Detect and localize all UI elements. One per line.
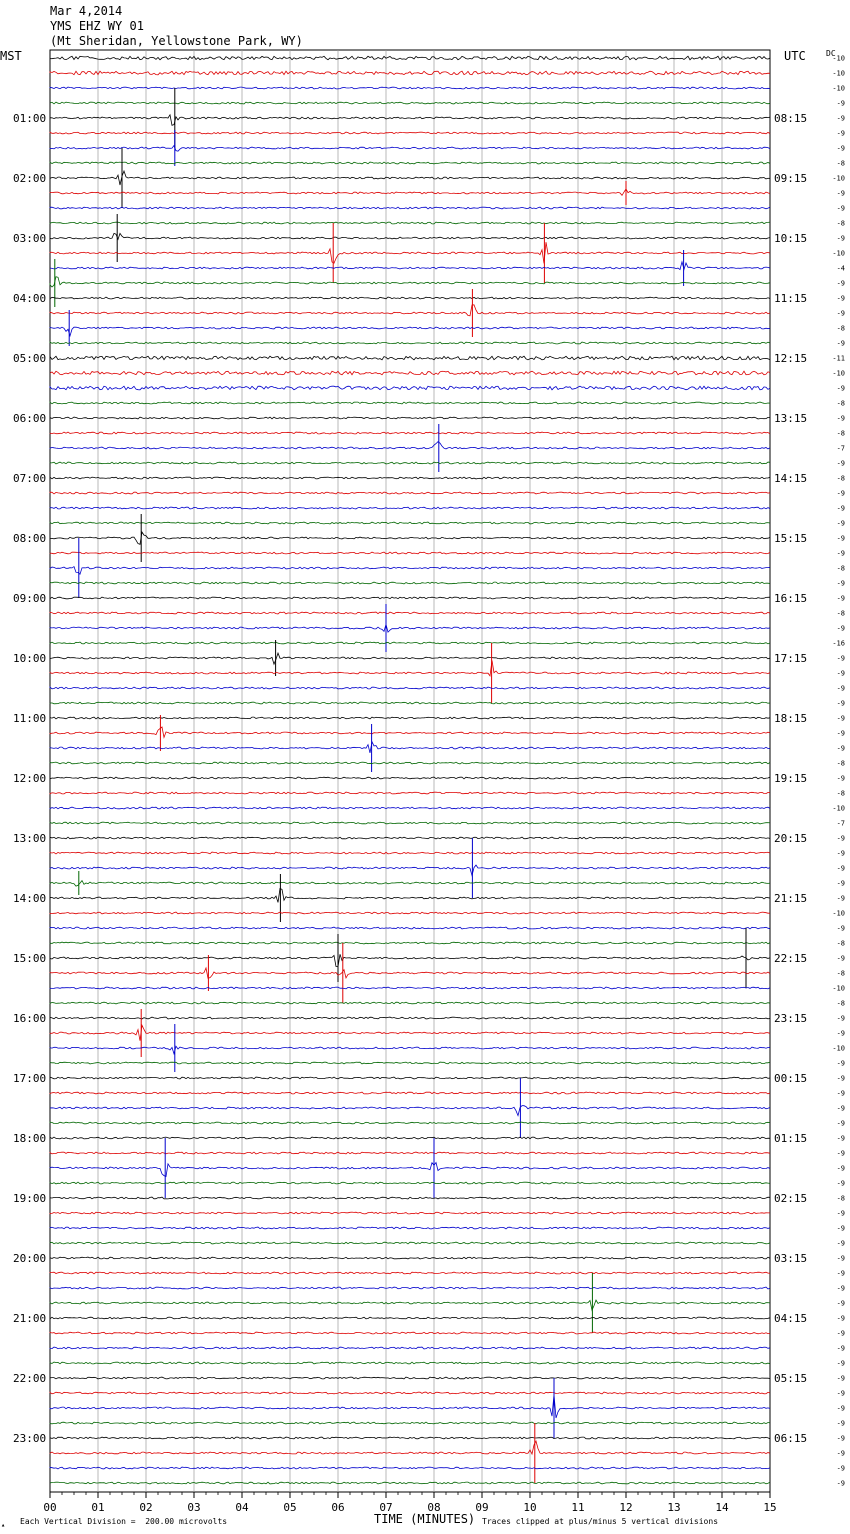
seismic-trace [50, 207, 770, 209]
dc-offset-value: -9 [836, 309, 845, 318]
seismic-trace [50, 1017, 770, 1019]
dc-offset-value: -10 [832, 69, 845, 78]
seismic-trace [50, 402, 770, 404]
dc-offset-value: -9 [836, 879, 845, 888]
dc-offset-value: -9 [836, 924, 845, 933]
dc-offset-value: -10 [832, 1044, 845, 1053]
seismic-trace [50, 807, 770, 809]
left-hour-label: 20:00 [13, 1252, 47, 1265]
dc-offset-value: -9 [836, 489, 845, 498]
seismic-trace [50, 1197, 770, 1199]
dc-offset-value: -9 [836, 579, 845, 588]
dc-offset-value: -9 [836, 1164, 845, 1173]
left-hour-label: 05:00 [13, 352, 47, 365]
seismic-trace [50, 132, 770, 134]
seismic-trace [50, 762, 770, 764]
dc-offset-value: -9 [836, 1104, 845, 1113]
right-hour-label: 13:15 [774, 412, 808, 425]
seismic-trace [50, 56, 770, 60]
chart-date: Mar 4,2014 [50, 4, 123, 18]
left-hour-label: 17:00 [13, 1072, 47, 1085]
x-tick-label: 08 [427, 1501, 441, 1514]
seismic-trace [50, 1332, 770, 1334]
dc-offset-value: -9 [836, 144, 845, 153]
left-hour-label: 18:00 [13, 1132, 47, 1145]
dc-offset-value: -9 [836, 1404, 845, 1413]
dc-offset-value: -10 [832, 174, 845, 183]
seismic-trace [50, 597, 770, 599]
x-tick-label: 03 [187, 1501, 201, 1514]
dc-offset-value: -9 [836, 1359, 845, 1368]
left-hour-label: 10:00 [13, 652, 47, 665]
right-hour-label: 12:15 [774, 352, 808, 365]
dc-offset-value: -9 [836, 294, 845, 303]
seismic-trace [50, 532, 770, 544]
dc-offset-value: -9 [836, 849, 845, 858]
right-hour-label: 05:15 [774, 1372, 808, 1385]
seismic-trace [50, 327, 770, 336]
right-hour-label: 10:15 [774, 232, 808, 245]
dc-offset-value: -9 [836, 864, 845, 873]
dc-offset-value: -9 [836, 1179, 845, 1188]
seismic-trace [50, 687, 770, 689]
seismic-trace [50, 742, 770, 753]
seismic-trace [50, 1152, 770, 1154]
x-tick-label: 13 [667, 1501, 681, 1514]
dc-offset-value: -9 [836, 204, 845, 213]
dc-offset-value: -9 [836, 1239, 845, 1248]
x-tick-label: 04 [235, 1501, 249, 1514]
x-tick-label: 14 [715, 1501, 729, 1514]
x-tick-label: 06 [331, 1501, 345, 1514]
right-hour-label: 19:15 [774, 772, 808, 785]
dc-offset-value: -9 [836, 954, 845, 963]
x-tick-label: 10 [523, 1501, 537, 1514]
dc-offset-value: -16 [832, 639, 845, 648]
dc-offset-value: -9 [836, 1449, 845, 1458]
dc-offset-value: -10 [832, 54, 845, 63]
dc-offset-value: -9 [836, 384, 845, 393]
left-hour-label: 22:00 [13, 1372, 47, 1385]
seismic-trace [50, 417, 770, 419]
dc-offset-value: -8 [836, 564, 845, 573]
dc-offset-value: -8 [836, 759, 845, 768]
right-hour-label: 00:15 [774, 1072, 808, 1085]
seismic-trace [50, 297, 770, 299]
left-hour-label: 03:00 [13, 232, 47, 245]
station-location: (Mt Sheridan, Yellowstone Park, WY) [50, 34, 303, 48]
right-hour-label: 21:15 [774, 892, 808, 905]
left-hour-label: 11:00 [13, 712, 47, 725]
dc-offset-value: -9 [836, 1419, 845, 1428]
dc-offset-value: -9 [836, 894, 845, 903]
x-tick-label: 07 [379, 1501, 393, 1514]
right-hour-label: 09:15 [774, 172, 808, 185]
seismic-trace [50, 462, 770, 464]
left-hour-label: 08:00 [13, 532, 47, 545]
station-code: YMS EHZ WY 01 [50, 19, 144, 33]
dc-offset-value: -9 [836, 99, 845, 108]
seismic-trace [50, 162, 770, 164]
dc-offset-value: -9 [836, 1344, 845, 1353]
seismic-trace [50, 624, 770, 632]
seismic-trace [50, 1242, 770, 1244]
dc-offset-value: -8 [836, 399, 845, 408]
seismic-trace [50, 1212, 770, 1214]
dc-offset-value: -9 [836, 1074, 845, 1083]
seismic-trace [50, 987, 770, 989]
dc-offset-value: -9 [836, 1059, 845, 1068]
seismic-trace [50, 1395, 770, 1419]
right-hour-label: 15:15 [774, 532, 808, 545]
corner-mark: ▴ [1, 1521, 6, 1529]
x-axis-title: TIME (MINUTES) [374, 1512, 476, 1526]
left-hour-label: 19:00 [13, 1192, 47, 1205]
seismic-trace [50, 717, 770, 719]
dc-offset-value: -8 [836, 999, 845, 1008]
left-hour-label: 12:00 [13, 772, 47, 785]
seismic-trace [50, 567, 770, 575]
footer-clip-note: Traces clipped at plus/minus 5 vertical divisions [482, 1517, 719, 1526]
seismic-trace [50, 822, 770, 824]
right-hour-label: 18:15 [774, 712, 808, 725]
dc-offset-value: -9 [836, 279, 845, 288]
seismic-trace [50, 1377, 770, 1379]
dc-offset-value: -8 [836, 609, 845, 618]
seismic-trace [50, 71, 770, 75]
seismic-trace [50, 342, 770, 344]
left-timezone-label: MST [0, 49, 22, 63]
seismic-trace [50, 477, 770, 479]
dc-offset-value: -9 [836, 534, 845, 543]
dc-offset-value: -10 [832, 804, 845, 813]
seismic-trace [50, 171, 770, 185]
dc-offset-value: -9 [836, 519, 845, 528]
right-hour-label: 03:15 [774, 1252, 808, 1265]
seismic-trace [50, 582, 770, 584]
seismic-trace [50, 1137, 770, 1139]
seismic-trace [50, 777, 770, 779]
dc-offset-value: -8 [836, 159, 845, 168]
right-hour-label: 02:15 [774, 1192, 808, 1205]
left-hour-label: 01:00 [13, 112, 47, 125]
dc-offset-value: -9 [836, 744, 845, 753]
seismic-trace [50, 277, 770, 287]
dc-offset-value: -9 [836, 1314, 845, 1323]
right-hour-label: 22:15 [774, 952, 808, 965]
dc-offset-value: -9 [836, 699, 845, 708]
left-hour-label: 21:00 [13, 1312, 47, 1325]
dc-offset-value: -10 [832, 984, 845, 993]
right-hour-label: 06:15 [774, 1432, 808, 1445]
x-tick-label: 02 [139, 1501, 153, 1514]
seismic-trace [50, 1422, 770, 1424]
left-hour-label: 02:00 [13, 172, 47, 185]
dc-offset-value: -10 [832, 369, 845, 378]
dc-offset-value: -9 [836, 834, 845, 843]
seismic-trace [50, 1482, 770, 1484]
dc-offset-value: -9 [836, 1134, 845, 1143]
dc-offset-value: -9 [836, 114, 845, 123]
dc-offset-value: -9 [836, 714, 845, 723]
seismic-trace [50, 356, 770, 360]
dc-offset-value: -9 [836, 414, 845, 423]
seismic-trace [50, 968, 770, 978]
dc-offset-value: -9 [836, 624, 845, 633]
seismic-trace [50, 492, 770, 494]
seismic-trace [50, 1392, 770, 1394]
dc-offset-value: -9 [836, 1389, 845, 1398]
seismic-trace [50, 852, 770, 854]
seismic-trace [50, 1163, 770, 1177]
seismic-trace [50, 702, 770, 704]
dc-offset-value: -9 [836, 684, 845, 693]
seismic-trace [50, 262, 770, 270]
seismic-trace [50, 222, 770, 224]
seismic-trace [50, 1437, 770, 1439]
seismic-trace [50, 1317, 770, 1319]
seismic-trace [50, 115, 770, 126]
dc-offset-value: -9 [836, 1479, 845, 1488]
dc-offset-value: -9 [836, 1029, 845, 1038]
dc-offset-value: -8 [836, 219, 845, 228]
seismic-trace [50, 642, 770, 644]
dc-offset-value: -9 [836, 1329, 845, 1338]
dc-offset-value: -8 [836, 939, 845, 948]
seismic-trace [50, 87, 770, 89]
right-hour-label: 14:15 [774, 472, 808, 485]
seismic-trace [50, 1062, 770, 1064]
right-hour-label: 20:15 [774, 832, 808, 845]
x-tick-label: 11 [571, 1501, 585, 1514]
seismic-trace [50, 865, 770, 875]
left-hour-label: 16:00 [13, 1012, 47, 1025]
seismic-trace [50, 942, 770, 944]
dc-offset-value: -9 [836, 1374, 845, 1383]
dc-offset-value: -10 [832, 84, 845, 93]
seismic-trace [50, 189, 770, 195]
seismic-trace [50, 305, 770, 316]
seismic-trace [50, 1272, 770, 1274]
dc-offset-value: -9 [836, 1209, 845, 1218]
dc-offset-value: -8 [836, 969, 845, 978]
right-hour-label: 17:15 [774, 652, 808, 665]
dc-offset-value: -8 [836, 1194, 845, 1203]
dc-offset-value: -9 [836, 1014, 845, 1023]
dc-offset-value: -9 [836, 1089, 845, 1098]
seismic-trace [50, 1300, 770, 1310]
seismic-trace [50, 912, 770, 914]
left-hour-label: 13:00 [13, 832, 47, 845]
dc-offset-value: -11 [832, 354, 845, 363]
seismic-trace [50, 653, 770, 664]
seismic-trace [50, 1441, 770, 1454]
seismic-trace [50, 1257, 770, 1259]
dc-offset-value: -9 [836, 1269, 845, 1278]
dc-offset-value: -9 [836, 1284, 845, 1293]
seismic-trace [50, 881, 770, 887]
x-tick-label: 15 [763, 1501, 777, 1514]
seismic-trace [50, 432, 770, 434]
dc-offset-value: -9 [836, 549, 845, 558]
right-hour-labels [774, 112, 807, 1445]
seismic-trace [50, 889, 770, 903]
dc-offset-value: -9 [836, 459, 845, 468]
dc-offset-value: -9 [836, 1254, 845, 1263]
dc-offset-value: -7 [836, 819, 845, 828]
dc-offset-value: -9 [836, 594, 845, 603]
seismic-trace [50, 1092, 770, 1094]
dc-offset-value: -8 [836, 789, 845, 798]
seismic-trace [50, 552, 770, 554]
dc-offset-value: -9 [836, 189, 845, 198]
dc-offset-value: -9 [836, 1149, 845, 1158]
left-hour-label: 04:00 [13, 292, 47, 305]
seismic-trace [50, 102, 770, 104]
seismic-trace [50, 1106, 770, 1116]
seismic-trace [50, 1227, 770, 1229]
seismic-trace [50, 1362, 770, 1364]
seismic-trace [50, 146, 770, 152]
seismic-trace [50, 1467, 770, 1469]
dc-offset-value: -9 [836, 1299, 845, 1308]
seismic-trace [50, 954, 770, 966]
x-tick-label: 12 [619, 1501, 633, 1514]
seismic-trace [50, 522, 770, 524]
dc-offset-value: -9 [836, 1434, 845, 1443]
dc-offset-value: -9 [836, 339, 845, 348]
seismic-trace [50, 927, 770, 929]
vertical-gridlines [98, 50, 722, 1492]
seismic-trace [50, 386, 770, 390]
left-hour-label: 09:00 [13, 592, 47, 605]
x-tick-label: 00 [43, 1501, 57, 1514]
dc-offset-value: -9 [836, 504, 845, 513]
x-axis [43, 1492, 776, 1514]
right-timezone-label: UTC [784, 49, 806, 63]
dc-offset-value: -4 [836, 264, 845, 273]
left-hour-labels [13, 112, 46, 1445]
seismic-trace [50, 233, 770, 239]
dc-offset-value: -7 [836, 444, 845, 453]
x-tick-label: 09 [475, 1501, 489, 1514]
seismic-trace [50, 792, 770, 794]
x-tick-label: 05 [283, 1501, 297, 1514]
seismic-trace [50, 1122, 770, 1124]
dc-label: DC [826, 49, 836, 58]
dc-offset-value: -8 [836, 474, 845, 483]
dc-offset-value: -9 [836, 234, 845, 243]
dc-offset-value: -9 [836, 1224, 845, 1233]
x-tick-label: 01 [91, 1501, 105, 1514]
left-hour-label: 15:00 [13, 952, 47, 965]
seismic-trace [50, 1347, 770, 1349]
right-hour-label: 04:15 [774, 1312, 808, 1325]
left-hour-label: 14:00 [13, 892, 47, 905]
seismic-trace [50, 1287, 770, 1289]
left-hour-label: 06:00 [13, 412, 47, 425]
seismic-trace [50, 837, 770, 839]
dc-offset-value: -9 [836, 1464, 845, 1473]
right-hour-label: 23:15 [774, 1012, 808, 1025]
right-hour-label: 16:15 [774, 592, 808, 605]
dc-offset-value: -9 [836, 774, 845, 783]
dc-offset-value: -8 [836, 324, 845, 333]
trace-group [50, 56, 770, 1484]
left-hour-label: 23:00 [13, 1432, 47, 1445]
seismic-trace [50, 1025, 770, 1040]
right-hour-label: 11:15 [774, 292, 808, 305]
right-hour-label: 01:15 [774, 1132, 808, 1145]
seismic-trace [50, 1046, 770, 1054]
dc-offset-value: -9 [836, 729, 845, 738]
right-hour-label: 08:15 [774, 112, 808, 125]
dc-offset-value: -8 [836, 429, 845, 438]
dc-offset-value: -9 [836, 1119, 845, 1128]
left-hour-label: 07:00 [13, 472, 47, 485]
dc-offset-labels [832, 55, 845, 1488]
seismic-trace [50, 612, 770, 614]
seismic-trace [50, 371, 770, 375]
seismic-trace [50, 1077, 770, 1079]
seismic-trace [50, 1182, 770, 1184]
seismic-trace [50, 1002, 770, 1004]
seismic-trace [50, 727, 770, 737]
seismic-trace [50, 660, 770, 676]
dc-offset-value: -9 [836, 129, 845, 138]
dc-offset-value: -10 [832, 249, 845, 258]
seismic-trace [50, 242, 770, 263]
seismic-trace [50, 507, 770, 509]
plot-frame [50, 50, 770, 1492]
dc-offset-value: -9 [836, 669, 845, 678]
seismic-trace [50, 442, 770, 449]
footer-scale-note: Each Vertical Division = 200.00 microvolts [20, 1517, 228, 1526]
dc-offset-value: -10 [832, 909, 845, 918]
dc-offset-value: -9 [836, 654, 845, 663]
